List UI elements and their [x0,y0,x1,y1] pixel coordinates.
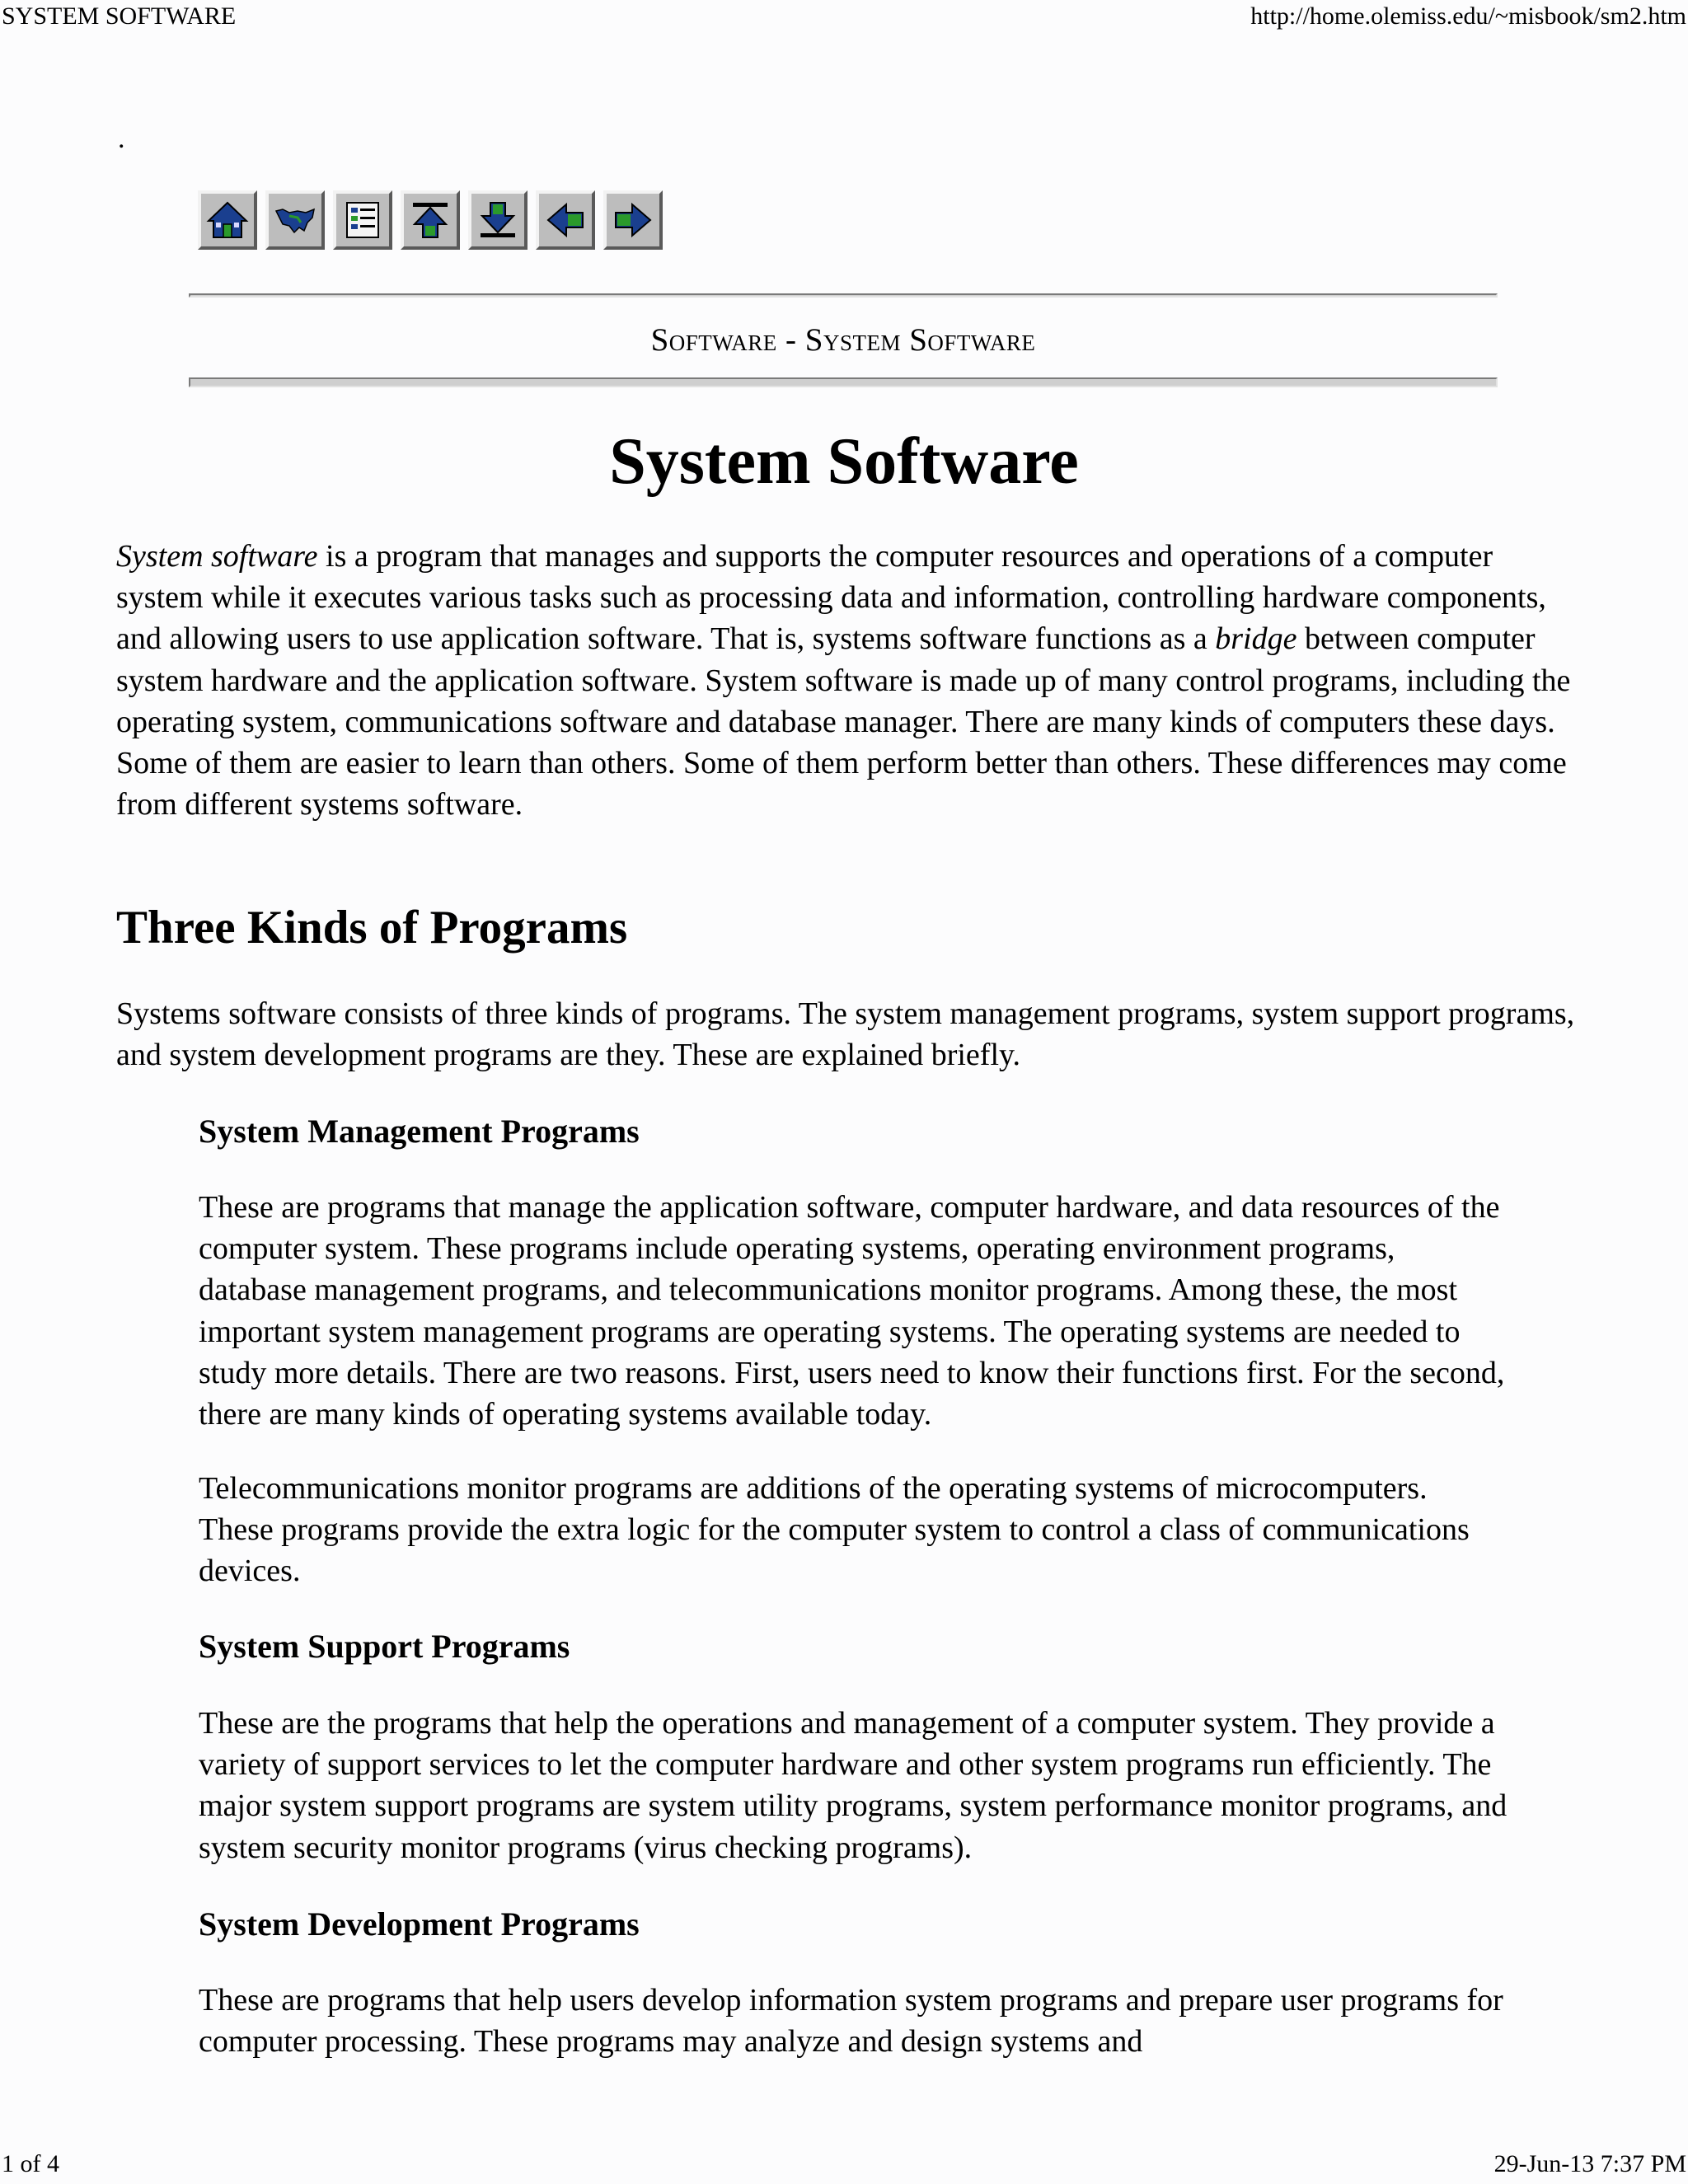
up-button[interactable] [401,190,460,250]
support-heading: System Support Programs [199,1628,570,1665]
section-caption: Software - System Software [650,322,1036,358]
support-paragraph: These are the programs that help the operations and management of a computer system. They provide a variety of support services to let the computer hardware and other system programs run efficiently. The major system support programs are system utility programs, system performance monitor programs, and system security monitor programs (virus checking programs). [199,1706,1507,1865]
management-heading: System Management Programs [199,1113,640,1150]
map-icon [273,198,317,242]
down-arrow-icon [476,198,520,242]
top-divider [189,293,1498,298]
back-button[interactable] [536,190,595,250]
development-paragraph: These are programs that help users develop information system programs and prepare user programs for computer processing. These programs may analyze and design systems and [199,1983,1503,2060]
print-footer-page-count: 1 of 4 [2,2150,59,2177]
intro-text-b: between computer system hardware and the application software. System software is made up of many control programs, including the operating system, communications software and database manager. There are many kinds of computers these days. Some of them are easier to learn than others. Some of them perform better than others. These differences may come from different systems software. [116,621,1571,823]
print-footer-timestamp: 29-Jun-13 7:37 PM [1493,2150,1686,2177]
home-button[interactable] [198,190,257,250]
map-button[interactable] [265,190,325,250]
intro-term: System software [116,539,318,574]
contents-icon [340,198,385,242]
stray-dot: . [118,124,125,154]
up-arrow-icon [408,198,452,242]
back-arrow-icon [543,198,588,242]
management-paragraph-2: Telecommunications monitor programs are additions of the operating systems of microcomputers. These programs provide the extra logic for the computer system to control a class of communications devices. [199,1471,1470,1589]
forward-button[interactable] [603,190,663,250]
three-kinds-heading: Three Kinds of Programs [116,902,628,954]
page-title: System Software [609,425,1079,498]
contents-button[interactable] [333,190,392,250]
three-kinds-paragraph: Systems software consists of three kinds of programs. The system management programs, system support programs, and system development programs are they. These are explained briefly. [116,996,1575,1073]
intro-bridge: bridge [1215,621,1297,657]
intro-paragraph [116,536,1583,825]
print-header-title: SYSTEM SOFTWARE [2,2,237,30]
down-button[interactable] [468,190,528,250]
bottom-divider [189,377,1498,387]
navigation-toolbar [198,190,663,250]
home-icon [205,198,250,242]
forward-arrow-icon [611,198,655,242]
management-paragraph-1: These are programs that manage the application software, computer hardware, and data resources of the computer system. These programs include operating systems, operating environment programs, database management programs, and telecommunications monitor programs. Among these, the most important system management programs are operating systems. The operating systems are needed to study more details. There are two reasons. First, users need to know their functions first. For the second, there are many kinds of operating systems available today. [199,1190,1505,1432]
development-heading: System Development Programs [199,1905,640,1943]
intro-text-a: is a program that manages and supports the computer resources and operations of a computer system while it executes various tasks such as processing data and information, controlling hardware components, and allowing users to use application software. That is, systems software functions as a [116,539,1546,657]
print-header-url: http://home.olemiss.edu/~misbook/sm2.htm [1250,2,1686,30]
